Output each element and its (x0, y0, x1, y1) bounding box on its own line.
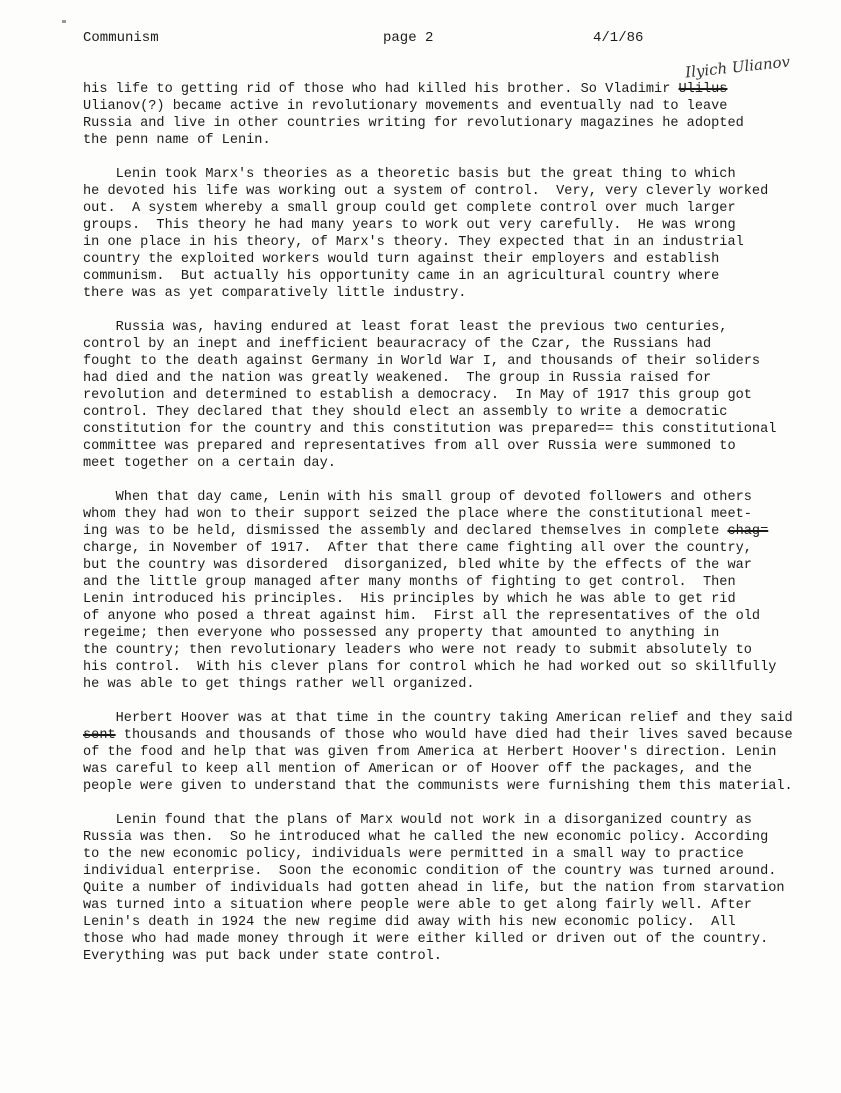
text-line: to the new economic policy, individuals were permitted in a small way to practice (83, 847, 744, 862)
text-line: of anyone who posed a threat against him. First all the representatives of the old (83, 609, 761, 624)
text-line: charge, in November of 1917. After that there came fighting all over the country, (83, 541, 752, 556)
text-line: Russia was then. So he introduced what he called the new economic policy. According (83, 830, 769, 845)
text-line: control by an inept and inefficient beauracracy of the Czar, the Russians had (83, 337, 712, 352)
scan-speck (62, 20, 66, 23)
text-line: his control. With his clever plans for control which he had worked out so skillfully (83, 660, 777, 675)
text-line: groups. This theory he had many years to work out very carefully. He was wrong (83, 218, 736, 233)
text-line: control. They declared that they should elect an assembly to write a democratic (83, 405, 728, 420)
text-line: there was as yet comparatively little industry. (83, 286, 467, 301)
text-line: but the country was disordered disorganized, bled white by the effects of the war (83, 558, 752, 573)
text-line: out. A system whereby a small group could get complete control over much larger (83, 201, 736, 216)
text-line: Lenin took Marx's theories as a theoretic basis but the great thing to which (83, 167, 736, 182)
text-line: communism. But actually his opportunity came in an agricultural country where (83, 269, 720, 284)
text-line: Quite a number of individuals had gotten ahead in life, but the nation from starvation (83, 881, 785, 896)
document-date: 4/1/86 (593, 30, 644, 46)
text-line: the country; then revolutionary leaders who were not ready to submit absolutely to (83, 643, 752, 658)
text-line: Lenin's death in 1924 the new regime did away with his new economic policy. All (83, 915, 736, 930)
text-line: Russia and live in other countries writing for revolutionary magazines he adopted (83, 116, 744, 131)
text-line: Lenin found that the plans of Marx would not work in a disorganized country as (83, 813, 752, 828)
text-line: country the exploited workers would turn against their employers and establish (83, 252, 720, 267)
text-line: ing was to be held, dismissed the assembly and declared themselves in complete chag= (83, 524, 769, 539)
text-line: his life to getting rid of those who had killed his brother. So Vladimir Ulilus (83, 82, 728, 97)
text-line: regeime; then everyone who possessed any property that amounted to anything in (83, 626, 720, 641)
paragraph (83, 319, 833, 472)
text-line: fought to the death against Germany in World War I, and thousands of their soliders (83, 354, 761, 369)
text-line: the penn name of Lenin. (83, 133, 271, 148)
document-body (83, 81, 833, 982)
text-line: he was able to get things rather well organized. (83, 677, 475, 692)
paragraph (83, 812, 833, 965)
text-line: had died and the nation was greatly weakened. The group in Russia raised for (83, 371, 712, 386)
text-line: of the food and help that was given from America at Herbert Hoover's direction. Lenin (83, 745, 777, 760)
text-line: Lenin introduced his principles. His principles by which he was able to get rid (83, 592, 736, 607)
text-line: sent thousands and thousands of those who would have died had their lives saved because (83, 728, 793, 743)
paragraph (83, 710, 833, 795)
text-line: he devoted his life was working out a system of control. Very, very cleverly worked (83, 184, 769, 199)
text-line: whom they had won to their support seized the place where the constitutional meet- (83, 507, 752, 522)
text-line: those who had made money through it were either killed or driven out of the country. (83, 932, 769, 947)
text-line: constitution for the country and this constitution was prepared== this constitutional (83, 422, 777, 437)
page-number: page 2 (383, 30, 434, 46)
paragraph (83, 489, 833, 693)
text-line: people were given to understand that the communists were furnishing them this material. (83, 779, 793, 794)
text-line: revolution and determined to establish a democracy. In May of 1917 this group got (83, 388, 752, 403)
document-title: Communism (83, 30, 159, 46)
handwritten-annotation: Ilyich Ulianov (684, 52, 791, 82)
text-line: meet together on a certain day. (83, 456, 336, 471)
text-line: Ulianov(?) became active in revolutionary movements and eventually nad to leave (83, 99, 728, 114)
text-line: When that day came, Lenin with his small group of devoted followers and others (83, 490, 752, 505)
text-line: in one place in his theory, of Marx's theory. They expected that in an industrial (83, 235, 744, 250)
text-line: Everything was put back under state control. (83, 949, 442, 964)
text-line: committee was prepared and representatives from all over Russia were summoned to (83, 439, 736, 454)
text-line: individual enterprise. Soon the economic condition of the country was turned around. (83, 864, 777, 879)
text-line: Herbert Hoover was at that time in the country taking American relief and they said (83, 711, 793, 726)
paragraph (83, 81, 833, 149)
text-line: was turned into a situation where people were able to get along fairly well. After (83, 898, 752, 913)
text-line: Russia was, having endured at least forat least the previous two centuries, (83, 320, 728, 335)
text-line: and the little group managed after many months of fighting to get control. Then (83, 575, 736, 590)
paragraph (83, 166, 833, 302)
text-line: was careful to keep all mention of American or of Hoover off the packages, and the (83, 762, 752, 777)
